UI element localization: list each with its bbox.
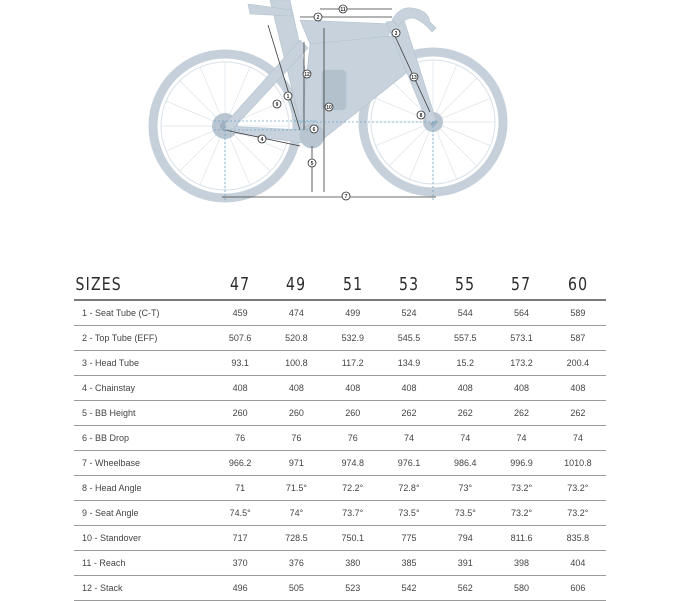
table-cell: 74 — [493, 426, 549, 451]
table-row — [74, 576, 606, 601]
table-cell: 524 — [381, 300, 437, 326]
svg-text:11: 11 — [340, 7, 346, 13]
table-cell: 73.2° — [550, 476, 606, 501]
table-row — [74, 300, 606, 326]
table-cell: 587 — [550, 326, 606, 351]
table-cell: 262 — [381, 401, 437, 426]
dimension-marker-4 — [258, 135, 266, 143]
table-cell: 562 — [437, 576, 493, 601]
table-cell: 408 — [437, 376, 493, 401]
table-cell: 385 — [381, 551, 437, 576]
table-cell: 580 — [493, 576, 549, 601]
table-cell: 262 — [550, 401, 606, 426]
table-cell: 523 — [325, 576, 381, 601]
table-cell: 408 — [268, 376, 324, 401]
table-cell: 542 — [381, 576, 437, 601]
dimension-marker-9 — [273, 100, 281, 108]
table-cell: 811.6 — [493, 526, 549, 551]
dimension-marker-12 — [303, 70, 311, 78]
table-cell: 496 — [212, 576, 268, 601]
size-header: 55 — [443, 270, 487, 300]
table-cell: 717 — [212, 526, 268, 551]
table-cell: 73.5° — [437, 501, 493, 526]
row-label: 8 - Head Angle — [74, 476, 212, 501]
table-cell: 408 — [212, 376, 268, 401]
table-cell: 73.7° — [325, 501, 381, 526]
table-cell: 76 — [268, 426, 324, 451]
dimension-marker-6 — [310, 125, 318, 133]
svg-text:3: 3 — [394, 31, 398, 37]
bike-geometry-diagram — [0, 0, 677, 230]
table-cell: 408 — [493, 376, 549, 401]
table-cell: 380 — [325, 551, 381, 576]
dimension-marker-2 — [314, 13, 322, 21]
dimension-marker-11 — [339, 5, 347, 13]
table-cell: 74.5° — [212, 501, 268, 526]
table-cell: 404 — [550, 551, 606, 576]
table-cell: 996.9 — [493, 451, 549, 476]
size-header: 47 — [218, 270, 262, 300]
size-header: 53 — [387, 270, 431, 300]
table-cell: 532.9 — [325, 326, 381, 351]
table-cell: 74° — [268, 501, 324, 526]
table-header-row — [74, 270, 606, 300]
table-cell: 74 — [550, 426, 606, 451]
table-cell: 73.2° — [550, 501, 606, 526]
svg-text:13: 13 — [411, 75, 417, 81]
table-row — [74, 476, 606, 501]
svg-text:6: 6 — [312, 127, 316, 133]
table-cell: 573.1 — [493, 326, 549, 351]
table-cell: 976.1 — [381, 451, 437, 476]
table-cell: 73.2° — [493, 501, 549, 526]
row-label: 5 - BB Height — [74, 401, 212, 426]
svg-text:5: 5 — [310, 161, 314, 167]
dimension-marker-7 — [342, 192, 350, 200]
size-header: 60 — [556, 270, 600, 300]
size-header: 49 — [274, 270, 318, 300]
table-cell: 557.5 — [437, 326, 493, 351]
table-row — [74, 326, 606, 351]
table-cell: 134.9 — [381, 351, 437, 376]
sizes-header: SIZES — [74, 270, 182, 300]
svg-text:4: 4 — [260, 137, 264, 143]
dimension-marker-13 — [410, 73, 418, 81]
row-label: 3 - Head Tube — [74, 351, 212, 376]
row-label: 6 - BB Drop — [74, 426, 212, 451]
table-cell: 72.2° — [325, 476, 381, 501]
table-cell: 15.2 — [437, 351, 493, 376]
row-label: 12 - Stack — [74, 576, 212, 601]
row-label: 7 - Wheelbase — [74, 451, 212, 476]
table-cell: 499 — [325, 300, 381, 326]
table-cell: 73.5° — [381, 501, 437, 526]
table-cell: 986.4 — [437, 451, 493, 476]
table-cell: 520.8 — [268, 326, 324, 351]
dimension-marker-5 — [308, 159, 316, 167]
svg-text:12: 12 — [304, 72, 310, 78]
size-header: 57 — [500, 270, 544, 300]
table-cell: 262 — [493, 401, 549, 426]
svg-text:9: 9 — [275, 102, 279, 108]
row-label: 2 - Top Tube (EFF) — [74, 326, 212, 351]
svg-text:8: 8 — [419, 113, 423, 119]
table-cell: 173.2 — [493, 351, 549, 376]
table-cell: 459 — [212, 300, 268, 326]
table-cell: 728.5 — [268, 526, 324, 551]
table-cell: 391 — [437, 551, 493, 576]
table-cell: 971 — [268, 451, 324, 476]
table-cell: 71 — [212, 476, 268, 501]
table-cell: 72.8° — [381, 476, 437, 501]
table-cell: 1010.8 — [550, 451, 606, 476]
table-cell: 200.4 — [550, 351, 606, 376]
table-cell: 750.1 — [325, 526, 381, 551]
table-cell: 74 — [437, 426, 493, 451]
table-row — [74, 451, 606, 476]
table-cell: 408 — [381, 376, 437, 401]
svg-text:10: 10 — [326, 105, 332, 111]
table-cell: 835.8 — [550, 526, 606, 551]
table-cell: 74 — [381, 426, 437, 451]
dimension-marker-1 — [284, 92, 292, 100]
table-cell: 794 — [437, 526, 493, 551]
table-cell: 966.2 — [212, 451, 268, 476]
geometry-table — [74, 270, 606, 601]
row-label: 4 - Chainstay — [74, 376, 212, 401]
table-cell: 260 — [212, 401, 268, 426]
table-row — [74, 401, 606, 426]
table-cell: 100.8 — [268, 351, 324, 376]
table-cell: 93.1 — [212, 351, 268, 376]
table-cell: 507.6 — [212, 326, 268, 351]
table-cell: 589 — [550, 300, 606, 326]
table-cell: 76 — [212, 426, 268, 451]
table-cell: 564 — [493, 300, 549, 326]
table-cell: 370 — [212, 551, 268, 576]
table-cell: 974.8 — [325, 451, 381, 476]
svg-text:2: 2 — [316, 15, 320, 21]
table-row — [74, 526, 606, 551]
table-cell: 376 — [268, 551, 324, 576]
table-row — [74, 426, 606, 451]
table-row — [74, 501, 606, 526]
table-cell: 505 — [268, 576, 324, 601]
table-cell: 73° — [437, 476, 493, 501]
table-cell: 398 — [493, 551, 549, 576]
row-label: 11 - Reach — [74, 551, 212, 576]
table-cell: 260 — [325, 401, 381, 426]
svg-text:1: 1 — [286, 94, 290, 100]
table-cell: 474 — [268, 300, 324, 326]
table-cell: 408 — [550, 376, 606, 401]
dimension-marker-8 — [417, 111, 425, 119]
table-row — [74, 351, 606, 376]
size-header: 51 — [331, 270, 375, 300]
row-label: 1 - Seat Tube (C-T) — [74, 300, 212, 326]
table-cell: 544 — [437, 300, 493, 326]
table-cell: 117.2 — [325, 351, 381, 376]
table-cell: 73.2° — [493, 476, 549, 501]
dimension-marker-3 — [392, 29, 400, 37]
table-cell: 408 — [325, 376, 381, 401]
row-label: 9 - Seat Angle — [74, 501, 212, 526]
table-cell: 71.5° — [268, 476, 324, 501]
table-cell: 262 — [437, 401, 493, 426]
table-cell: 76 — [325, 426, 381, 451]
dimension-marker-10 — [325, 103, 333, 111]
table-cell: 606 — [550, 576, 606, 601]
table-row — [74, 551, 606, 576]
table-cell: 545.5 — [381, 326, 437, 351]
table-cell: 260 — [268, 401, 324, 426]
table-cell: 775 — [381, 526, 437, 551]
row-label: 10 - Standover — [74, 526, 212, 551]
table-row — [74, 376, 606, 401]
svg-text:7: 7 — [344, 194, 348, 200]
